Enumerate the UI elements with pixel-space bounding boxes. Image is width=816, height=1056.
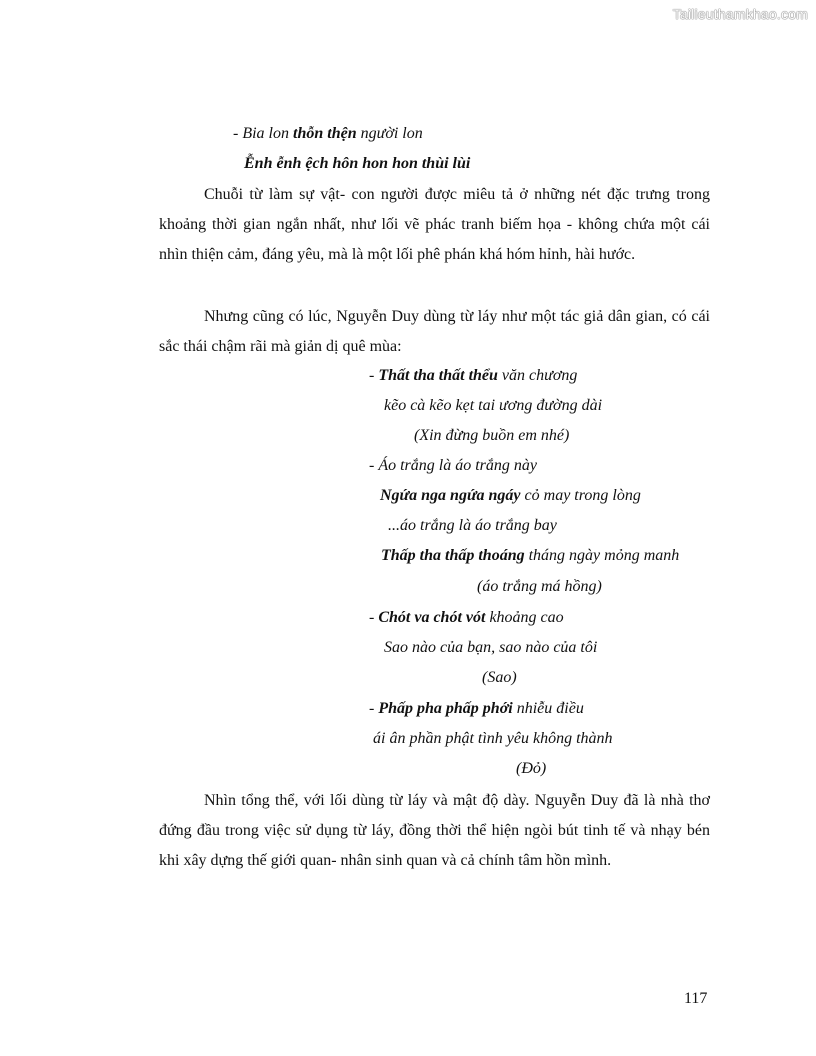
- poem-line-4: [369, 457, 537, 475]
- poem-line-4-text: - Áo trắng là áo trắng này: [369, 457, 537, 474]
- poem-line-10-text: Sao nào của bạn, sao nào của tôi: [384, 639, 598, 656]
- poem-line-14-text: (Đỏ): [516, 760, 547, 777]
- page-number: 117: [684, 990, 708, 1007]
- intro-poem-line-2: [244, 155, 470, 173]
- poem-line-12-bold: Phấp pha phấp phới: [378, 700, 513, 717]
- poem-line-12: [369, 700, 584, 718]
- poem-line-8: [477, 578, 602, 596]
- poem-line-11: [482, 669, 517, 687]
- poem-line-9: [369, 609, 564, 627]
- poem-line-12-suffix: nhiễu điều: [512, 700, 584, 717]
- paragraph-3: Nhìn tổng thể, với lối dùng từ láy và mật độ dày. Nguyễn Duy đã là nhà thơ đứng đầu trong việc sử dụng từ láy, đồng thời thể hiện ngòi bút tinh tế và nhạy bén khi xây dựng thế giới quan- nhân sinh quan và cả chính tâm hồn mình.: [159, 792, 710, 870]
- paragraph-2: Nhưng cũng có lúc, Nguyễn Duy dùng từ láy như một tác giả dân gian, có cái sắc thái chậm rãi mà giản dị quê mùa:: [159, 308, 710, 356]
- poem-line-1-suffix: văn chương: [497, 367, 578, 384]
- intro-poem-line-2-text: Ễnh ễnh ệch hôn hon hon thùi lùi: [244, 155, 471, 172]
- poem-line-9-prefix: -: [369, 609, 379, 626]
- poem-line-1-bold: Thất tha thất thểu: [378, 367, 498, 384]
- poem-line-3: [414, 427, 569, 445]
- poem-line-11-text: (Sao): [482, 669, 517, 686]
- poem-line-10: [384, 639, 597, 657]
- poem-line-6: [388, 517, 557, 535]
- poem-line-5-bold: Ngứa nga ngứa ngáy: [380, 487, 521, 504]
- poem-line-5: [380, 487, 641, 505]
- paragraph-1: Chuỗi từ làm sự vật- con người được miêu tả ở những nét đặc trưng trong khoảng thời gian ngắn nhất, như lối vẽ phác tranh biếm họa - không chứa một cái nhìn thiện cảm, đáng yêu, mà là một lối phê phán khá hóm hỉnh, hài hước.: [159, 186, 710, 264]
- poem-line-6-text: ...áo trắng là áo trắng bay: [388, 517, 557, 534]
- poem-line-8-text: (áo trắng má hồng): [477, 578, 602, 595]
- poem-line-2: [384, 397, 602, 415]
- poem-line-13: [373, 730, 613, 748]
- poem-line-1-prefix: -: [369, 367, 379, 384]
- intro-poem-line-1-bold: thỗn thện: [293, 125, 357, 142]
- poem-line-9-suffix: khoảng cao: [485, 609, 564, 626]
- watermark-text: Tailieuthamkhao.com: [672, 6, 808, 22]
- poem-line-7-bold: Thấp tha thấp thoáng: [381, 547, 525, 564]
- poem-line-12-prefix: -: [369, 700, 379, 717]
- poem-line-14: [516, 760, 546, 778]
- poem-line-5-suffix: cỏ may trong lòng: [520, 487, 641, 504]
- poem-line-2-text: kẽo cà kẽo kẹt tai ương đường dài: [384, 397, 603, 414]
- intro-poem-line-1-suffix: người lon: [356, 125, 423, 142]
- poem-line-7-suffix: tháng ngày mỏng manh: [524, 547, 680, 564]
- poem-line-1: [369, 367, 577, 385]
- poem-line-13-text: ái ân phần phật tình yêu không thành: [373, 730, 613, 747]
- poem-line-9-bold: Chót va chót vót: [378, 609, 486, 626]
- poem-line-7: [381, 547, 679, 565]
- intro-poem-line-1-prefix: - Bia lon: [233, 125, 293, 142]
- intro-poem-line-1: [233, 125, 423, 143]
- poem-line-3-text: (Xin đừng buồn em nhé): [414, 427, 570, 444]
